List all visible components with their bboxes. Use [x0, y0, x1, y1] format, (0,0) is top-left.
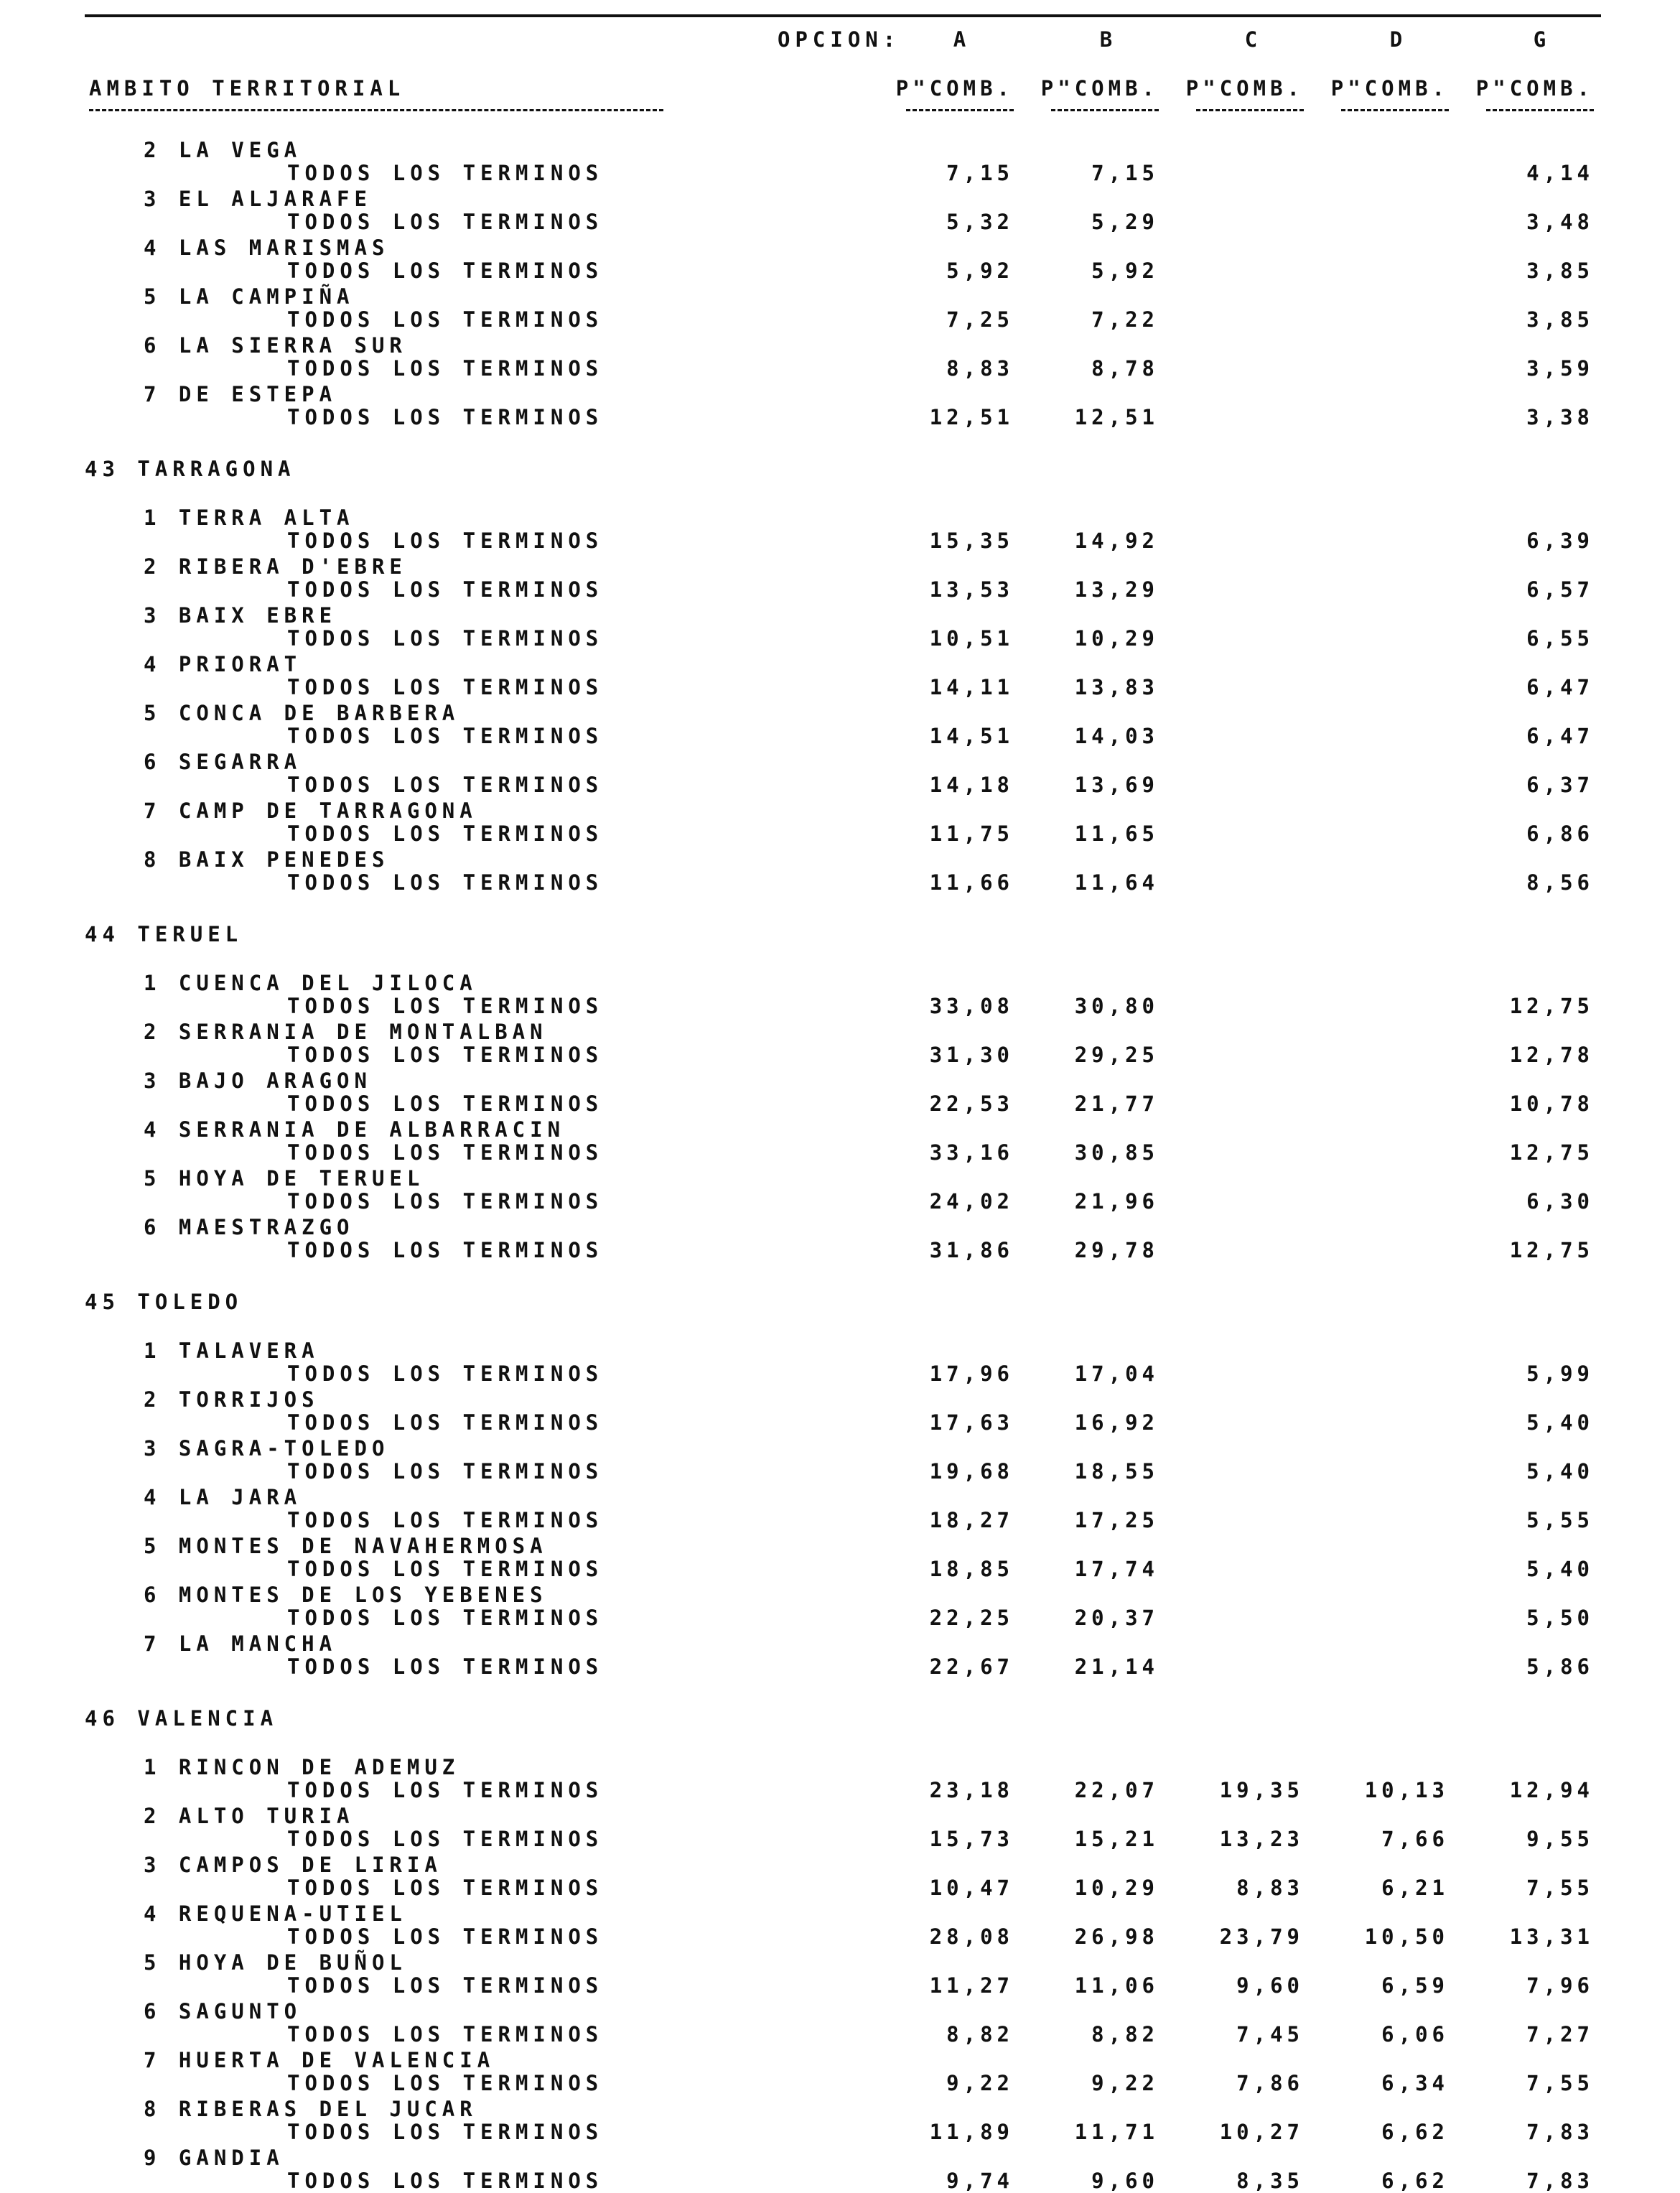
value-b: 11,06	[1074, 1973, 1159, 1998]
value-a: 10,51	[929, 626, 1014, 651]
terminos-label: TODOS LOS TERMINOS	[287, 2022, 604, 2047]
value-b: 7,22	[1091, 307, 1159, 332]
col-label-d: P"COMB.	[1330, 76, 1449, 101]
value-a: 28,08	[929, 1924, 1014, 1949]
terminos-label: TODOS LOS TERMINOS	[287, 210, 604, 234]
value-g: 6,30	[1526, 1189, 1594, 1214]
option-header-d: D	[1389, 27, 1408, 52]
value-a: 14,11	[929, 675, 1014, 699]
value-b: 11,71	[1074, 2120, 1159, 2144]
value-a: 23,18	[929, 1778, 1014, 1802]
value-g: 3,59	[1526, 356, 1594, 381]
col-underline-c	[1196, 109, 1304, 111]
value-c: 23,79	[1219, 1924, 1304, 1949]
value-g: 6,47	[1526, 724, 1594, 748]
comarca-name: 4 LAS MARISMAS	[144, 236, 390, 260]
ambito-underline	[89, 109, 663, 111]
value-g: 3,48	[1526, 210, 1594, 234]
comarca-name: 8 BAIX PENEDES	[144, 847, 390, 872]
value-a: 8,82	[946, 2022, 1014, 2047]
value-b: 8,78	[1091, 356, 1159, 381]
value-a: 14,18	[929, 773, 1014, 797]
value-a: 7,15	[946, 161, 1014, 185]
value-b: 21,77	[1074, 1091, 1159, 1116]
value-g: 12,75	[1509, 994, 1594, 1018]
value-b: 30,80	[1074, 994, 1159, 1018]
value-g: 12,94	[1509, 1778, 1594, 1802]
value-b: 10,29	[1074, 1876, 1159, 1900]
comarca-name: 4 SERRANIA DE ALBARRACIN	[144, 1117, 566, 1142]
province-heading: 46 VALENCIA	[85, 1706, 279, 1731]
value-b: 13,29	[1074, 577, 1159, 602]
value-b: 13,83	[1074, 675, 1159, 699]
option-header-a: A	[953, 27, 971, 52]
terminos-label: TODOS LOS TERMINOS	[287, 1654, 604, 1679]
col-label-g: P"COMB.	[1475, 76, 1594, 101]
value-g: 5,40	[1526, 1459, 1594, 1484]
value-a: 11,75	[929, 821, 1014, 846]
value-a: 12,51	[929, 405, 1014, 429]
value-a: 7,25	[946, 307, 1014, 332]
col-label-c: P"COMB.	[1185, 76, 1304, 101]
comarca-name: 1 TERRA ALTA	[144, 506, 355, 530]
col-label-a: P"COMB.	[895, 76, 1014, 101]
comarca-name: 6 SAGUNTO	[144, 1999, 302, 2024]
value-b: 11,65	[1074, 821, 1159, 846]
value-g: 6,37	[1526, 773, 1594, 797]
terminos-label: TODOS LOS TERMINOS	[287, 405, 604, 429]
value-a: 18,85	[929, 1557, 1014, 1581]
value-g: 5,86	[1526, 1654, 1594, 1679]
value-b: 5,29	[1091, 210, 1159, 234]
province-heading: 43 TARRAGONA	[85, 457, 296, 481]
terminos-label: TODOS LOS TERMINOS	[287, 259, 604, 283]
terminos-label: TODOS LOS TERMINOS	[287, 1410, 604, 1435]
value-a: 22,67	[929, 1654, 1014, 1679]
comarca-name: 6 LA SIERRA SUR	[144, 333, 407, 358]
value-a: 10,47	[929, 1876, 1014, 1900]
value-g: 5,40	[1526, 1410, 1594, 1435]
value-g: 5,99	[1526, 1361, 1594, 1386]
terminos-label: TODOS LOS TERMINOS	[287, 1361, 604, 1386]
value-g: 6,55	[1526, 626, 1594, 651]
value-a: 24,02	[929, 1189, 1014, 1214]
value-a: 11,89	[929, 2120, 1014, 2144]
value-d: 6,62	[1381, 2169, 1449, 2193]
value-c: 9,60	[1236, 1973, 1304, 1998]
comarca-name: 1 RINCON DE ADEMUZ	[144, 1755, 460, 1779]
value-g: 6,57	[1526, 577, 1594, 602]
terminos-label: TODOS LOS TERMINOS	[287, 870, 604, 895]
comarca-name: 6 MONTES DE LOS YEBENES	[144, 1583, 548, 1607]
value-d: 6,62	[1381, 2120, 1449, 2144]
value-b: 26,98	[1074, 1924, 1159, 1949]
value-a: 9,74	[946, 2169, 1014, 2193]
terminos-label: TODOS LOS TERMINOS	[287, 724, 604, 748]
comarca-name: 1 CUENCA DEL JILOCA	[144, 971, 477, 995]
value-b: 9,60	[1091, 2169, 1159, 2193]
comarca-name: 7 CAMP DE TARRAGONA	[144, 798, 477, 823]
value-g: 7,55	[1526, 1876, 1594, 1900]
col-underline-a	[906, 109, 1014, 111]
value-c: 8,35	[1236, 2169, 1304, 2193]
value-b: 21,96	[1074, 1189, 1159, 1214]
value-a: 11,66	[929, 870, 1014, 895]
comarca-name: 9 GANDIA	[144, 2146, 284, 2170]
value-g: 13,31	[1509, 1924, 1594, 1949]
value-d: 7,66	[1381, 1827, 1449, 1851]
value-b: 9,22	[1091, 2071, 1159, 2095]
value-a: 5,92	[946, 259, 1014, 283]
value-d: 10,50	[1364, 1924, 1449, 1949]
comarca-name: 6 MAESTRAZGO	[144, 1215, 355, 1239]
value-g: 7,55	[1526, 2071, 1594, 2095]
value-b: 11,64	[1074, 870, 1159, 895]
value-c: 10,27	[1219, 2120, 1304, 2144]
terminos-label: TODOS LOS TERMINOS	[287, 1189, 604, 1214]
value-a: 33,16	[929, 1140, 1014, 1165]
value-a: 13,53	[929, 577, 1014, 602]
col-underline-b	[1051, 109, 1159, 111]
comarca-name: 2 ALTO TURIA	[144, 1804, 355, 1828]
value-b: 13,69	[1074, 773, 1159, 797]
value-g: 3,85	[1526, 259, 1594, 283]
value-b: 21,14	[1074, 1654, 1159, 1679]
comarca-name: 5 LA CAMPIÑA	[144, 284, 355, 309]
terminos-label: TODOS LOS TERMINOS	[287, 161, 604, 185]
terminos-label: TODOS LOS TERMINOS	[287, 821, 604, 846]
value-d: 6,59	[1381, 1973, 1449, 1998]
comarca-name: 8 RIBERAS DEL JUCAR	[144, 2097, 477, 2121]
value-a: 11,27	[929, 1973, 1014, 1998]
value-a: 31,30	[929, 1043, 1014, 1067]
col-underline-d	[1341, 109, 1449, 111]
comarca-name: 2 SERRANIA DE MONTALBAN	[144, 1020, 548, 1044]
option-header-c: C	[1244, 27, 1263, 52]
terminos-label: TODOS LOS TERMINOS	[287, 529, 604, 553]
value-d: 6,21	[1381, 1876, 1449, 1900]
comarca-name: 7 HUERTA DE VALENCIA	[144, 2048, 495, 2072]
value-a: 22,25	[929, 1606, 1014, 1630]
terminos-label: TODOS LOS TERMINOS	[287, 2120, 604, 2144]
value-g: 3,38	[1526, 405, 1594, 429]
value-b: 29,78	[1074, 1238, 1159, 1262]
terminos-label: TODOS LOS TERMINOS	[287, 1238, 604, 1262]
terminos-label: TODOS LOS TERMINOS	[287, 577, 604, 602]
option-header-b: B	[1099, 27, 1118, 52]
value-g: 5,50	[1526, 1606, 1594, 1630]
value-a: 31,86	[929, 1238, 1014, 1262]
value-a: 17,96	[929, 1361, 1014, 1386]
value-g: 7,96	[1526, 1973, 1594, 1998]
comarca-name: 4 PRIORAT	[144, 652, 302, 676]
value-b: 17,74	[1074, 1557, 1159, 1581]
value-g: 12,75	[1509, 1140, 1594, 1165]
comarca-name: 7 DE ESTEPA	[144, 382, 337, 406]
terminos-label: TODOS LOS TERMINOS	[287, 1043, 604, 1067]
value-a: 22,53	[929, 1091, 1014, 1116]
comarca-name: 3 EL ALJARAFE	[144, 187, 372, 211]
terminos-label: TODOS LOS TERMINOS	[287, 675, 604, 699]
value-g: 6,47	[1526, 675, 1594, 699]
terminos-label: TODOS LOS TERMINOS	[287, 626, 604, 651]
terminos-label: TODOS LOS TERMINOS	[287, 1091, 604, 1116]
top-rule	[85, 14, 1601, 17]
value-g: 3,85	[1526, 307, 1594, 332]
value-d: 6,34	[1381, 2071, 1449, 2095]
value-a: 15,35	[929, 529, 1014, 553]
terminos-label: TODOS LOS TERMINOS	[287, 1508, 604, 1532]
value-b: 29,25	[1074, 1043, 1159, 1067]
value-g: 4,14	[1526, 161, 1594, 185]
value-a: 8,83	[946, 356, 1014, 381]
value-b: 17,25	[1074, 1508, 1159, 1532]
value-g: 10,78	[1509, 1091, 1594, 1116]
value-b: 8,82	[1091, 2022, 1159, 2047]
comarca-name: 5 HOYA DE TERUEL	[144, 1166, 425, 1191]
comarca-name: 3 BAIX EBRE	[144, 603, 337, 628]
value-b: 15,21	[1074, 1827, 1159, 1851]
comarca-name: 7 LA MANCHA	[144, 1631, 337, 1656]
col-underline-g	[1486, 109, 1594, 111]
comarca-name: 4 LA JARA	[144, 1485, 302, 1509]
value-g: 6,39	[1526, 529, 1594, 553]
comarca-name: 1 TALAVERA	[144, 1338, 319, 1363]
comarca-name: 6 SEGARRA	[144, 750, 302, 774]
terminos-label: TODOS LOS TERMINOS	[287, 773, 604, 797]
value-b: 12,51	[1074, 405, 1159, 429]
terminos-label: TODOS LOS TERMINOS	[287, 1606, 604, 1630]
value-g: 5,40	[1526, 1557, 1594, 1581]
value-g: 12,75	[1509, 1238, 1594, 1262]
value-g: 8,56	[1526, 870, 1594, 895]
value-b: 7,15	[1091, 161, 1159, 185]
value-g: 7,83	[1526, 2169, 1594, 2193]
terminos-label: TODOS LOS TERMINOS	[287, 356, 604, 381]
value-g: 7,83	[1526, 2120, 1594, 2144]
value-a: 19,68	[929, 1459, 1014, 1484]
col-label-b: P"COMB.	[1040, 76, 1159, 101]
terminos-label: TODOS LOS TERMINOS	[287, 1459, 604, 1484]
value-b: 16,92	[1074, 1410, 1159, 1435]
comarca-name: 2 TORRIJOS	[144, 1387, 319, 1412]
comarca-name: 2 RIBERA D'EBRE	[144, 554, 407, 579]
value-a: 14,51	[929, 724, 1014, 748]
value-d: 10,13	[1364, 1778, 1449, 1802]
terminos-label: TODOS LOS TERMINOS	[287, 2071, 604, 2095]
value-c: 7,86	[1236, 2071, 1304, 2095]
terminos-label: TODOS LOS TERMINOS	[287, 994, 604, 1018]
value-b: 5,92	[1091, 259, 1159, 283]
value-a: 17,63	[929, 1410, 1014, 1435]
province-heading: 44 TERUEL	[85, 922, 243, 946]
comarca-name: 5 HOYA DE BUÑOL	[144, 1950, 407, 1975]
value-c: 8,83	[1236, 1876, 1304, 1900]
value-a: 9,22	[946, 2071, 1014, 2095]
value-b: 30,85	[1074, 1140, 1159, 1165]
value-b: 10,29	[1074, 626, 1159, 651]
opcion-label: OPCION:	[778, 27, 901, 52]
value-d: 6,06	[1381, 2022, 1449, 2047]
value-b: 18,55	[1074, 1459, 1159, 1484]
terminos-label: TODOS LOS TERMINOS	[287, 1973, 604, 1998]
value-g: 6,86	[1526, 821, 1594, 846]
value-b: 14,03	[1074, 724, 1159, 748]
value-b: 17,04	[1074, 1361, 1159, 1386]
value-c: 13,23	[1219, 1827, 1304, 1851]
value-a: 18,27	[929, 1508, 1014, 1532]
value-g: 5,55	[1526, 1508, 1594, 1532]
value-a: 5,32	[946, 210, 1014, 234]
value-g: 9,55	[1526, 1827, 1594, 1851]
value-b: 20,37	[1074, 1606, 1159, 1630]
terminos-label: TODOS LOS TERMINOS	[287, 1557, 604, 1581]
value-g: 7,27	[1526, 2022, 1594, 2047]
value-g: 12,78	[1509, 1043, 1594, 1067]
comarca-name: 3 SAGRA-TOLEDO	[144, 1436, 390, 1461]
ambito-territorial-label: AMBITO TERRITORIAL	[89, 76, 406, 101]
comarca-name: 5 MONTES DE NAVAHERMOSA	[144, 1534, 548, 1558]
province-heading: 45 TOLEDO	[85, 1290, 243, 1314]
terminos-label: TODOS LOS TERMINOS	[287, 1140, 604, 1165]
option-header-g: G	[1533, 27, 1551, 52]
value-b: 22,07	[1074, 1778, 1159, 1802]
terminos-label: TODOS LOS TERMINOS	[287, 1827, 604, 1851]
value-c: 7,45	[1236, 2022, 1304, 2047]
value-b: 14,92	[1074, 529, 1159, 553]
comarca-name: 3 BAJO ARAGON	[144, 1068, 372, 1093]
value-c: 19,35	[1219, 1778, 1304, 1802]
comarca-name: 3 CAMPOS DE LIRIA	[144, 1853, 442, 1877]
terminos-label: TODOS LOS TERMINOS	[287, 307, 604, 332]
terminos-label: TODOS LOS TERMINOS	[287, 1924, 604, 1949]
terminos-label: TODOS LOS TERMINOS	[287, 1778, 604, 1802]
comarca-name: 2 LA VEGA	[144, 138, 302, 162]
comarca-name: 5 CONCA DE BARBERA	[144, 701, 460, 725]
value-a: 33,08	[929, 994, 1014, 1018]
comarca-name: 4 REQUENA-UTIEL	[144, 1901, 407, 1926]
terminos-label: TODOS LOS TERMINOS	[287, 1876, 604, 1900]
terminos-label: TODOS LOS TERMINOS	[287, 2169, 604, 2193]
value-a: 15,73	[929, 1827, 1014, 1851]
